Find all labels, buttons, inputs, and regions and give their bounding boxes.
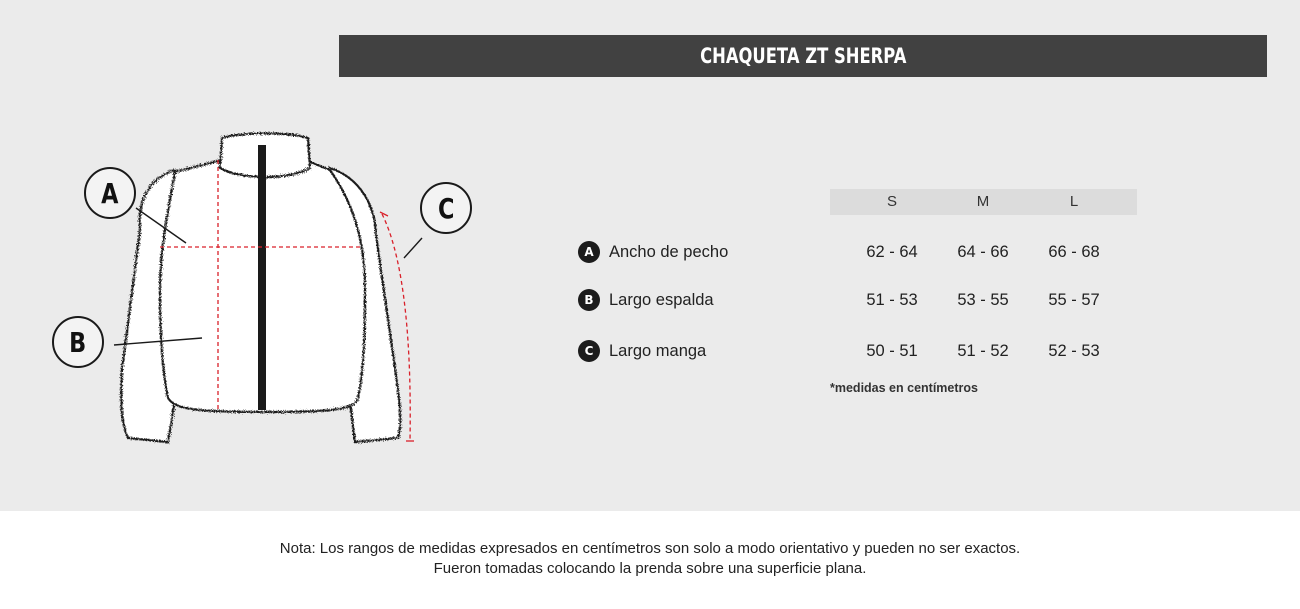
cell-b-s: 51 - 53 (866, 291, 918, 309)
cell-a-s: 62 - 64 (866, 243, 918, 261)
size-col-m: M (976, 193, 990, 210)
size-col-l: L (1069, 193, 1079, 210)
jacket-diagram (40, 120, 500, 465)
diagram-label-a: A (84, 167, 136, 219)
cell-c-m: 51 - 52 (957, 342, 1009, 360)
note-line-2: Fueron tomadas colocando la prenda sobre una superficie plana. (433, 560, 867, 577)
cell-b-m: 53 - 55 (957, 291, 1009, 309)
title-bar (339, 35, 1267, 77)
note-line-1: Nota: Los rangos de medidas expresados en centímetros son solo a modo orientativo y pueden no ser exactos. (279, 540, 1021, 557)
cell-b-l: 55 - 57 (1048, 291, 1100, 309)
cell-c-l: 52 - 53 (1048, 342, 1100, 360)
row-c-label: Largo manga (609, 341, 707, 360)
cell-c-s: 50 - 51 (866, 342, 918, 360)
row-label-b (578, 288, 714, 312)
cell-a-l: 66 - 68 (1048, 243, 1100, 261)
units-footnote: *medidas en centímetros (830, 381, 978, 395)
row-label-c (578, 339, 706, 363)
pointer-c (404, 238, 422, 258)
diagram-label-b: B (52, 316, 104, 368)
row-b-label: Largo espalda (609, 290, 714, 309)
row-a-label: Ancho de pecho (609, 242, 729, 261)
size-col-s: S (886, 193, 897, 210)
badge-a: A (578, 241, 600, 263)
row-label-a (578, 240, 728, 264)
cell-a-m: 64 - 66 (957, 243, 1009, 261)
diagram-label-c: C (420, 182, 472, 234)
badge-c: C (578, 340, 600, 362)
badge-b: B (578, 289, 600, 311)
size-table-header (830, 189, 1137, 215)
product-title: CHAQUETA ZT SHERPA (699, 44, 907, 68)
